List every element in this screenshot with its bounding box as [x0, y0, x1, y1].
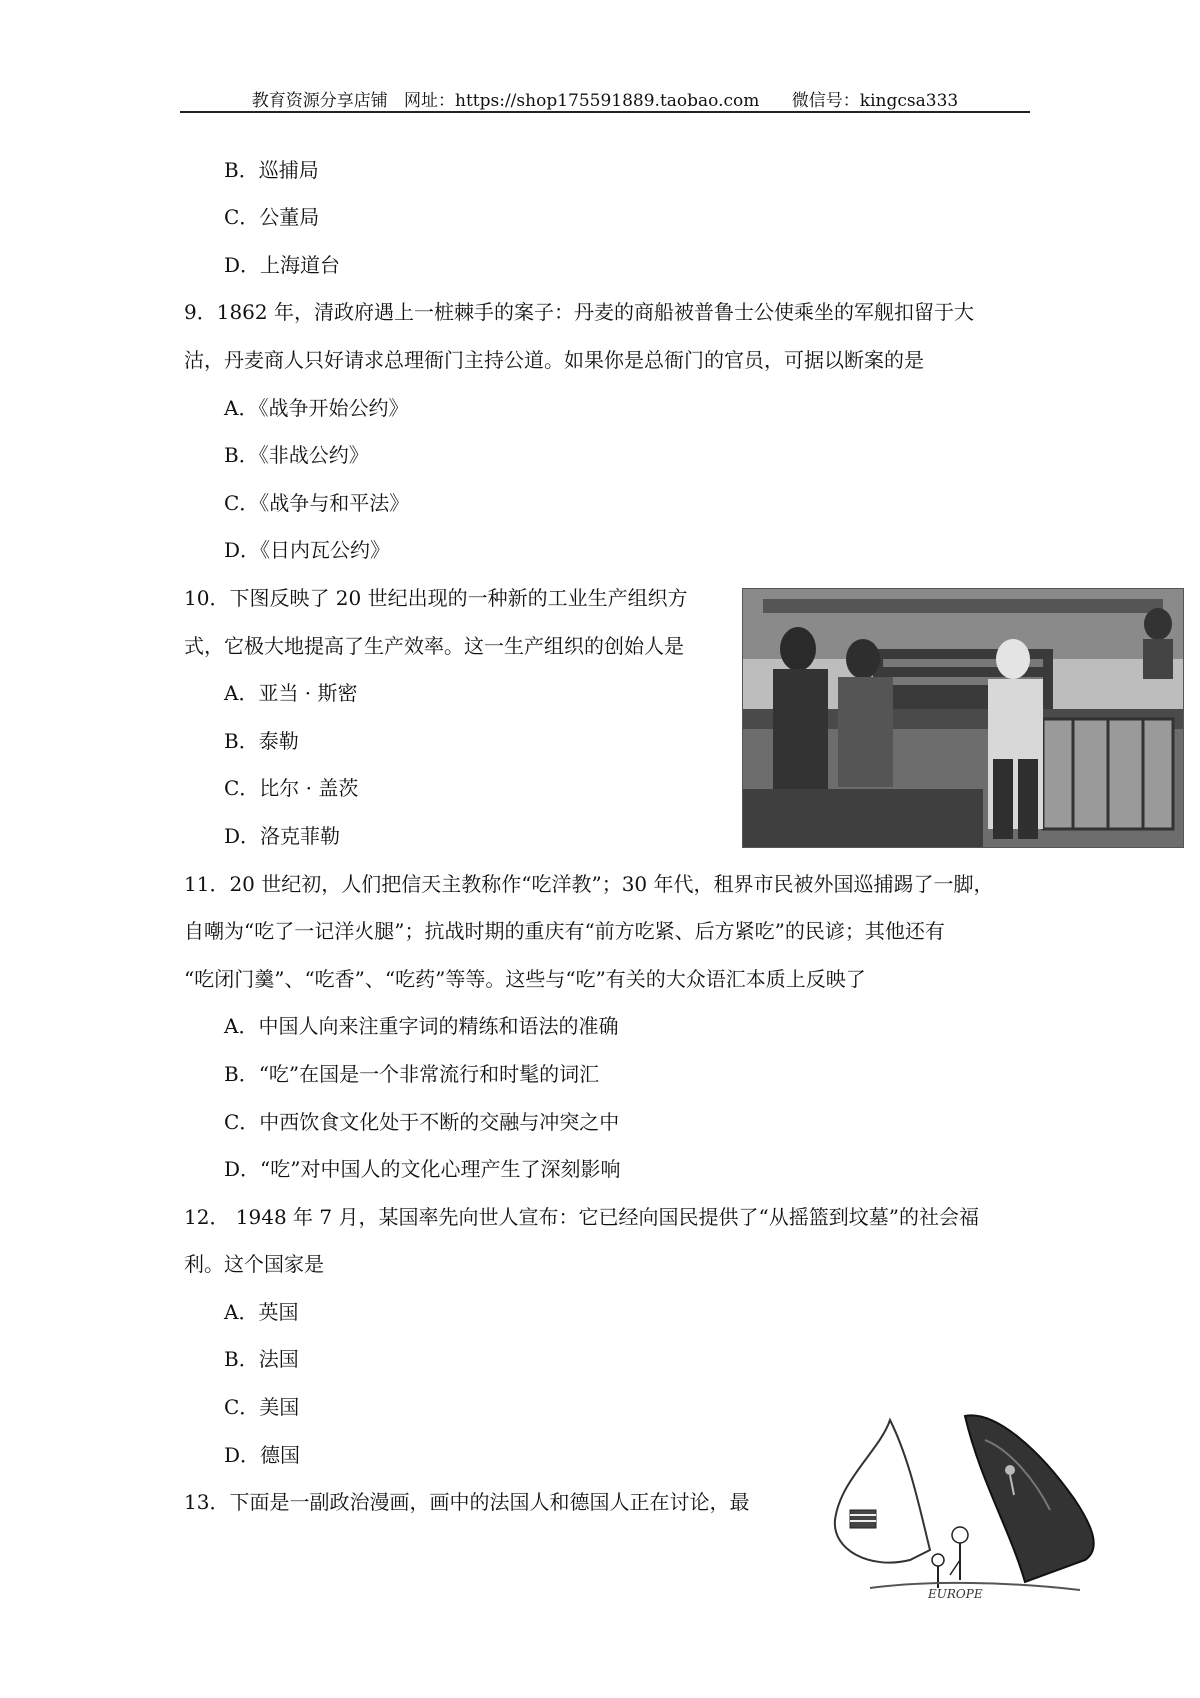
question-12-stem-cont: 利。这个国家是 [184, 1252, 324, 1276]
question-9-stem-cont: 沽，丹麦商人只好请求总理衙门主持公道。如果你是总衙门的官员，可据以断案的是 [184, 348, 924, 372]
q11-option-d: D．“吃”对中国人的文化心理产生了深刻影响 [224, 1157, 621, 1181]
question-11-stem-cont2: “吃闭门羹”、“吃香”、“吃药”等等。这些与“吃”有关的大众语汇本质上反映了 [184, 967, 866, 991]
q9-option-b: B．《非战公约》 [224, 443, 369, 467]
q12-option-a: A．英国 [224, 1300, 299, 1324]
q9-option-c: C．《战争与和平法》 [224, 491, 410, 515]
assembly-line-photo [742, 588, 1184, 848]
question-10-stem-cont: 式，它极大地提高了生产效率。这一生产组织的创始人是 [184, 634, 684, 658]
question-11-stem: 11．20 世纪初，人们把信天主教称作“吃洋教”；30 年代，租界市民被外国巡捕踢了一脚， [184, 872, 994, 896]
page-header: 教育资源分享店铺 网址：https://shop175591889.taobao.com 微信号：kingcsa333 [251, 91, 959, 111]
q9-option-a: A．《战争开始公约》 [224, 396, 409, 420]
q11-option-a: A．中国人向来注重字词的精练和语法的准确 [224, 1014, 619, 1038]
q11-option-c: C．中西饮食文化处于不断的交融与冲突之中 [224, 1110, 620, 1134]
q10-option-b: B．泰勒 [224, 729, 299, 753]
q10-option-a: A．亚当 · 斯密 [224, 681, 358, 705]
q11-option-b: B．“吃”在国是一个非常流行和时髦的词汇 [224, 1062, 600, 1086]
q9-option-d: D．《日内瓦公约》 [224, 538, 391, 562]
q10-option-c: C．比尔 · 盖茨 [224, 776, 359, 800]
q12-option-b: B．法国 [224, 1347, 299, 1371]
question-12-stem: 12． 1948 年 7 月，某国率先向世人宣布：它已经向国民提供了“从摇篮到坟墓”的社会福 [184, 1205, 979, 1229]
q10-option-d: D．洛克菲勒 [224, 824, 341, 848]
option-c: C．公董局 [224, 205, 320, 229]
q12-option-d: D．德国 [224, 1443, 301, 1467]
q12-option-c: C．美国 [224, 1395, 300, 1419]
question-11-stem-cont: 自嘲为“吃了一记洋火腿”；抗战时期的重庆有“前方吃紧、后方紧吃”的民谚；其他还有 [184, 919, 945, 943]
option-b: B．巡捕局 [224, 158, 319, 182]
cartoon-caption: EUROPE [928, 1587, 983, 1601]
header-rule [180, 111, 1030, 113]
question-9-stem: 9．1862 年，清政府遇上一桩棘手的案子：丹麦的商船被普鲁士公使乘坐的军舰扣留于大 [184, 300, 974, 324]
question-13-stem: 13．下面是一副政治漫画，画中的法国人和德国人正在讨论，最 [184, 1490, 750, 1514]
question-10-stem: 10．下图反映了 20 世纪出现的一种新的工业生产组织方 [184, 586, 688, 610]
option-d: D．上海道台 [224, 253, 341, 277]
political-cartoon [810, 1410, 1105, 1602]
